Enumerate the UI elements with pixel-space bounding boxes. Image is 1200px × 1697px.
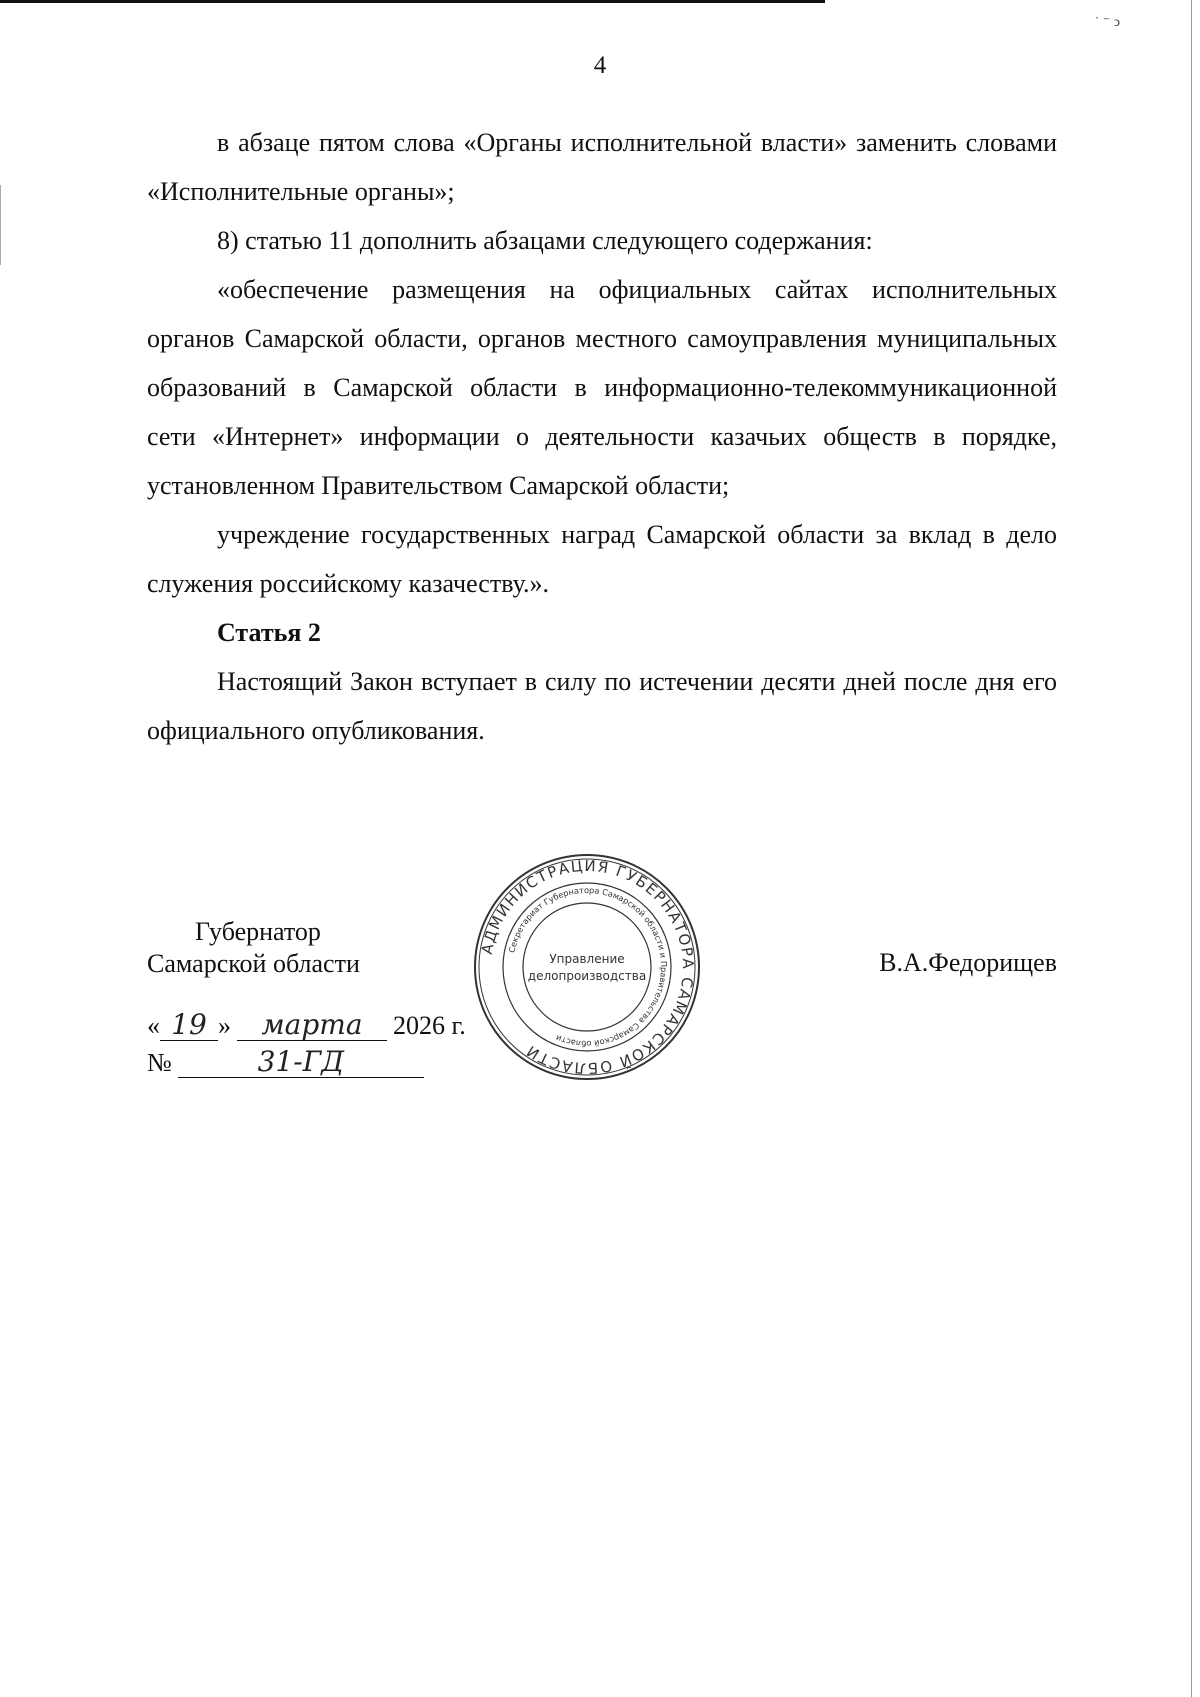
left-scan-mark: [0, 185, 1, 265]
seal-middle-ring: [503, 883, 671, 1051]
governor-title: [147, 916, 360, 980]
official-seal-stamp: [472, 852, 702, 1082]
corner-scan-mark: ˙ ⁻ ↄ: [1094, 15, 1120, 30]
date-month-handwritten: марта: [237, 1010, 387, 1041]
seal-inner-ring: [523, 903, 651, 1031]
signer-name: В.А.Федорищев: [879, 948, 1057, 977]
governor-title-line1: Губернатор: [195, 917, 321, 946]
number-label: №: [147, 1048, 172, 1077]
seal-center-line1: Управление: [549, 952, 625, 966]
top-scan-rule: [0, 0, 825, 3]
date-year: 2026 г.: [393, 1011, 466, 1040]
seal-outer-text: АДМИНИСТРАЦИЯ ГУБЕРНАТОРА САМАРСКОЙ ОБЛАСТИ: [477, 856, 698, 1078]
law-number: [147, 1047, 424, 1078]
paragraph-article-2: Настоящий Закон вступает в силу по истечении десяти дней после дня его официального опубликования.: [147, 667, 1057, 745]
page-number: 4: [593, 52, 607, 79]
paragraph-3: «обеспечение размещения на официальных сайтах исполнительных органов Самарской области, органов местного самоуправления муниципальных образований в Самарской области в информационно-телекоммуникационной сети «Интернет» информации о деятельности казачьих обществ в порядке, установленном Правительством Самарской области;: [147, 275, 1057, 500]
right-scan-edge: [1191, 0, 1192, 1697]
paragraph-4: учреждение государственных наград Самарской области за вклад в дело служения российскому казачеству.».: [147, 520, 1057, 598]
document-body: [147, 118, 1057, 755]
date-open-quote: «: [147, 1011, 160, 1040]
seal-inner-text: Секретариат Губернатора Самарской области и Правительства Самарской области: [506, 884, 670, 1050]
date-day-handwritten: 19: [160, 1010, 218, 1041]
date-close-quote: »: [218, 1011, 231, 1040]
paragraph-2: 8) статью 11 дополнить абзацами следующего содержания:: [217, 226, 873, 255]
governor-title-line2: Самарской области: [147, 949, 360, 978]
signing-date: [147, 1010, 466, 1041]
seal-center-line2: делопроизводства: [527, 969, 647, 983]
article-2-heading: Статья 2: [217, 618, 321, 647]
paragraph-1: в абзаце пятом слова «Органы исполнительной власти» заменить словами «Исполнительные органы»;: [147, 128, 1057, 206]
number-handwritten: 31-ГД: [178, 1047, 424, 1078]
